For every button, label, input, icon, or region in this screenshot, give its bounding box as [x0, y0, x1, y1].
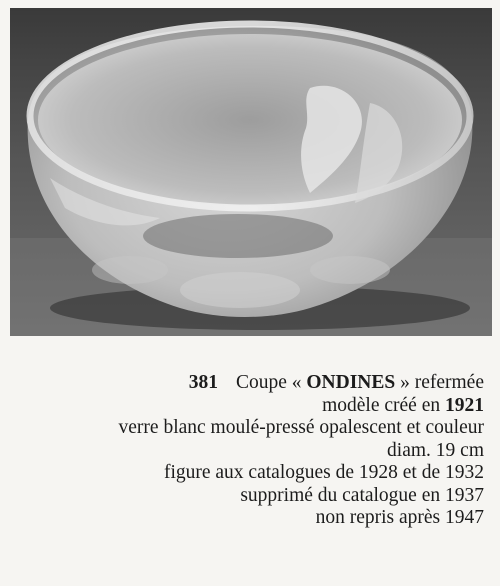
created-prefix: modèle créé en — [322, 394, 441, 416]
title-suffix: » refermée — [400, 372, 484, 393]
caption-line-not-reissued: non repris après 1947 — [315, 507, 484, 528]
caption-line-material: verre blanc moulé-pressé opalescent et couleur — [118, 417, 484, 438]
catalog-caption — [0, 372, 484, 530]
year-created: 1921 — [445, 394, 484, 416]
caption-line-removed: supprimé du catalogue en 1937 — [240, 484, 484, 506]
bowl-photo — [10, 8, 492, 336]
catalog-number: 381 — [188, 372, 218, 393]
caption-line-catalogues: figure aux catalogues de 1928 et de 1932 — [163, 462, 484, 483]
caption-line-diameter: diam. 19 cm — [387, 439, 484, 461]
caption-line-created — [0, 395, 484, 418]
title-prefix: Coupe « — [235, 372, 302, 393]
model-name: ONDINES — [306, 372, 396, 393]
caption-line-title — [0, 372, 484, 395]
